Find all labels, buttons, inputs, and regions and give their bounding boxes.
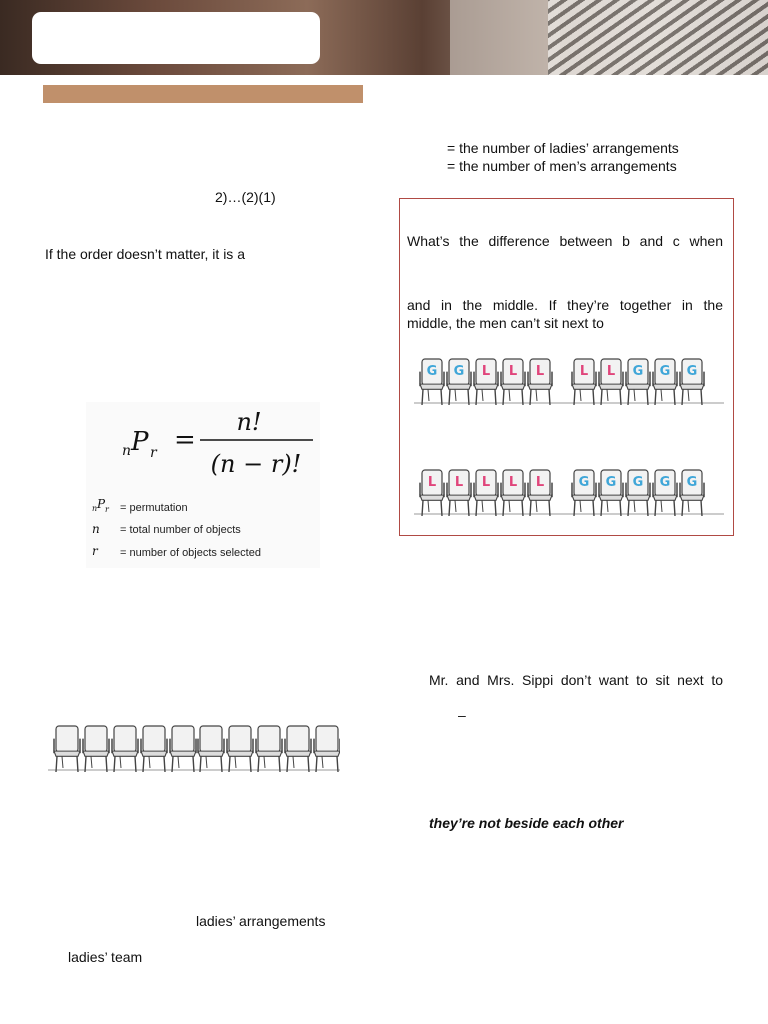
chair <box>314 726 340 772</box>
chair-letter: G <box>632 363 644 379</box>
chair <box>112 726 138 772</box>
eq-ladies: = the number of ladies’ arrangements <box>447 140 679 156</box>
formula-numerator: n! <box>236 408 262 436</box>
legend-text-permutation: = permutation <box>120 502 188 514</box>
banner-photo-stripes <box>548 0 768 75</box>
section-accent-bar <box>43 85 363 103</box>
eq-men: = the number of men’s arrangements <box>447 158 677 174</box>
chair-letter: G <box>686 363 698 379</box>
chair <box>256 726 282 772</box>
formula-lhs-letter: P <box>131 427 149 457</box>
factorial-fragment: 2)…(2)(1) <box>215 189 276 205</box>
legend-sym-r: r <box>92 544 98 558</box>
chair <box>141 726 167 772</box>
chair-row-2 <box>414 466 724 526</box>
chair <box>227 726 253 772</box>
chair-letter: G <box>453 363 465 379</box>
legend-sym-pre: n <box>92 504 98 513</box>
ladies-arrangements: ladies’ arrangements <box>196 913 326 929</box>
chair-letter: G <box>426 363 438 379</box>
chair-letter: G <box>605 474 617 490</box>
chair-letter: L <box>508 474 518 490</box>
legend-sym-sub: r <box>105 505 109 514</box>
title-box <box>32 12 320 64</box>
formula-lhs-pre: n <box>122 443 132 459</box>
dash: – <box>458 707 466 723</box>
permutation-formula-card <box>86 402 320 568</box>
legend-text-selected: = number of objects selected <box>120 547 261 559</box>
permutation-formula <box>86 402 320 568</box>
chair <box>285 726 311 772</box>
chair-letter: L <box>535 474 545 490</box>
legend-sym-p: P <box>97 497 106 511</box>
chair-letter: G <box>686 474 698 490</box>
chair-letter: L <box>606 363 616 379</box>
chair-letter: L <box>481 363 491 379</box>
order-line: If the order doesn’t matter, it is a <box>45 246 245 262</box>
empty-chair-row <box>48 722 340 778</box>
chair-row-1 <box>414 355 724 415</box>
chair-letter: G <box>578 474 590 490</box>
chair-letter: L <box>481 474 491 490</box>
legend-sym-n: n <box>92 522 100 536</box>
banner-photo-box <box>450 0 560 75</box>
sippi-line: Mr. and Mrs. Sippi don’t want to sit next to <box>429 672 723 688</box>
chair-letter: L <box>535 363 545 379</box>
box-line-2: and in the middle. If they’re together in the <box>407 297 723 313</box>
formula-denominator: (n − r)! <box>210 450 302 478</box>
chair <box>83 726 109 772</box>
chair-letter: L <box>454 474 464 490</box>
formula-equals: = <box>174 425 196 455</box>
chair <box>198 726 224 772</box>
chair-letter: G <box>659 474 671 490</box>
chair <box>170 726 196 772</box>
chair-letter: G <box>659 363 671 379</box>
chair-letter: L <box>579 363 589 379</box>
chair-letter: L <box>427 474 437 490</box>
ladies-team: ladies’ team <box>68 949 143 965</box>
formula-lhs-sub: r <box>150 445 157 461</box>
not-beside-line: they’re not beside each other <box>429 815 624 831</box>
legend-text-total: = total number of objects <box>120 524 241 536</box>
header-banner <box>0 0 768 75</box>
box-line-1: What’s the difference between b and c when <box>407 233 723 249</box>
chair-letter: G <box>632 474 644 490</box>
chair-letter: L <box>508 363 518 379</box>
chair <box>54 726 80 772</box>
box-line-3: middle, the men can’t sit next to <box>407 315 604 331</box>
